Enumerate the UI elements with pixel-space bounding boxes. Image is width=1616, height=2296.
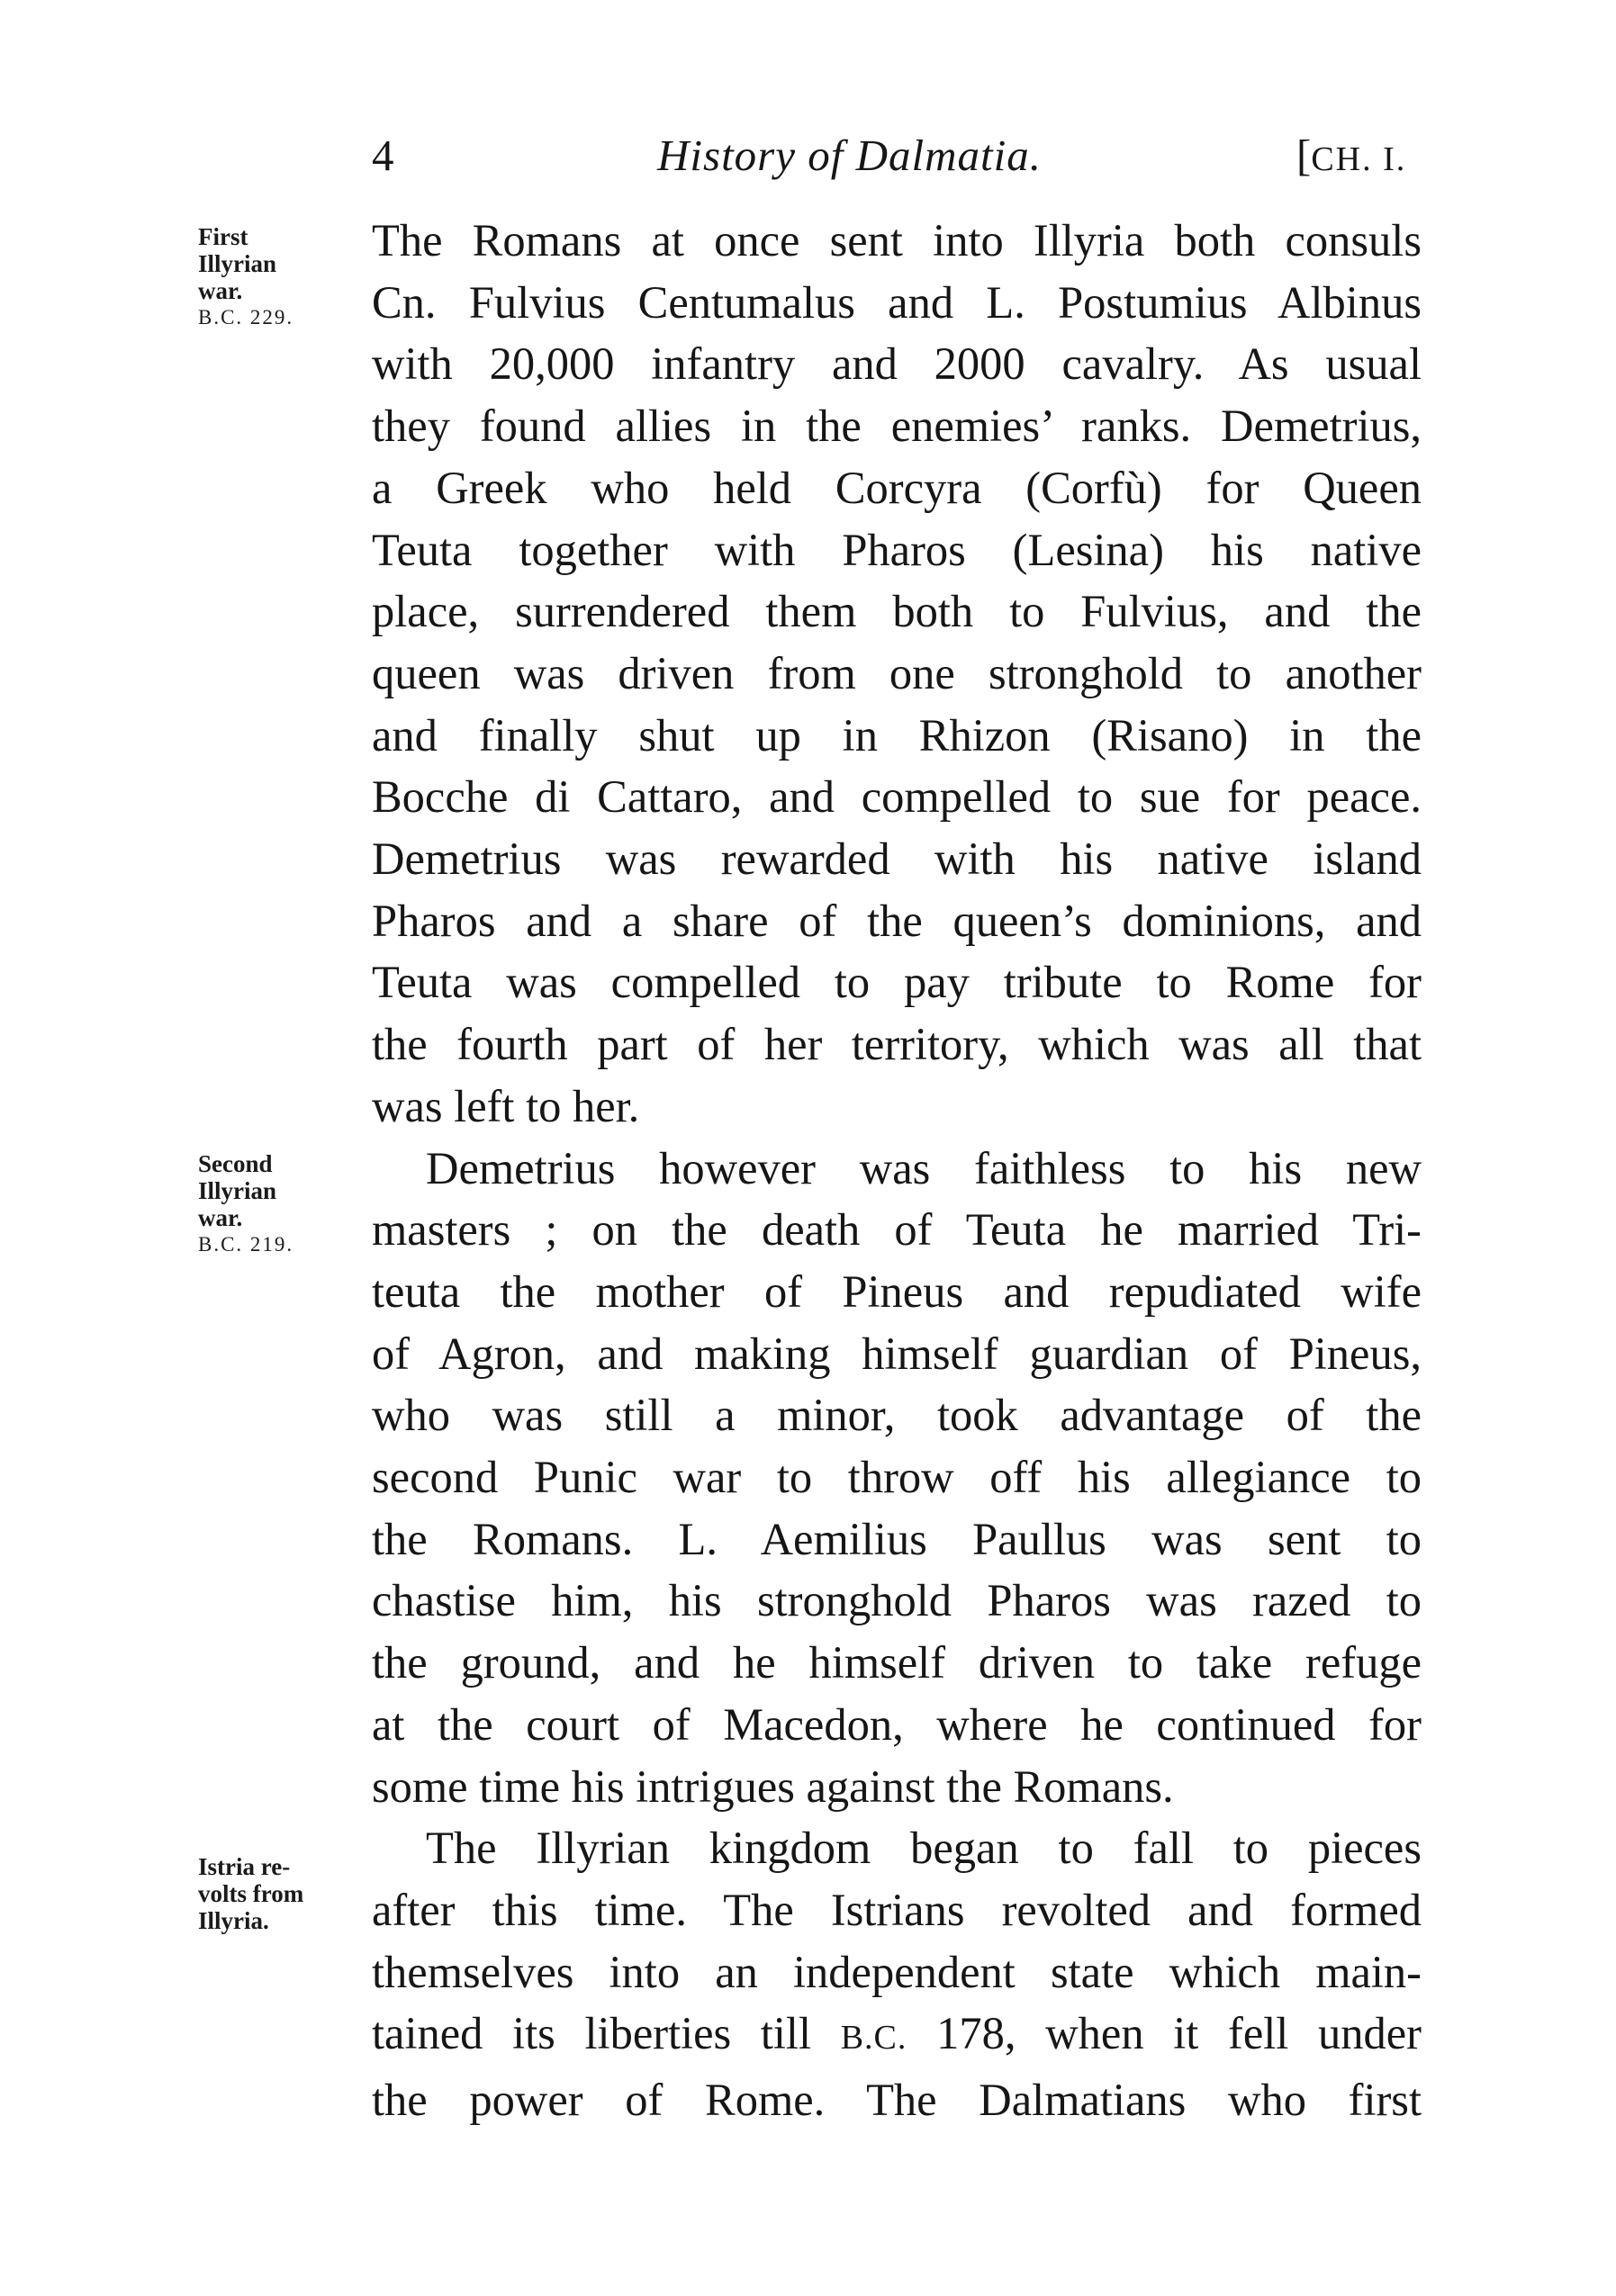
text-line: at the court of Macedon, where he continued for: [372, 1698, 1422, 1750]
margin-note-line: Second: [198, 1150, 273, 1177]
margin-note-date: B.C. 219.: [198, 1233, 294, 1256]
text-line: Bocche di Cattaro, and compelled to sue for peace.: [372, 771, 1422, 823]
text-line: the ground, and he himself driven to take refuge: [372, 1637, 1422, 1688]
paragraph-2: [372, 1138, 1422, 1818]
text-line: after this time. The Istrians revolted and formed: [372, 1884, 1422, 1935]
margin-note-line: First: [198, 223, 248, 250]
margin-note-line: Istria re-: [198, 1853, 291, 1880]
paragraph-3: [372, 1817, 1422, 2131]
text-line: the power of Rome. The Dalmatians who first: [372, 2075, 1422, 2126]
running-title: History of Dalmatia.: [657, 131, 1042, 180]
text-line: [372, 2003, 1422, 2069]
text-line: queen was driven from one stronghold to another: [372, 647, 1422, 698]
margin-note-line: volts from: [198, 1880, 304, 1907]
text-line: teuta the mother of Pineus and repudiated wife: [372, 1265, 1422, 1317]
text-segment: tained its liberties till: [372, 2008, 811, 2059]
small-caps-date: B.C.: [840, 2019, 907, 2057]
text-line: Teuta was compelled to pay tribute to Rome for: [372, 957, 1422, 1008]
margin-note-line: Illyrian: [198, 250, 277, 277]
text-line: Teuta together with Pharos (Lesina) his native: [372, 524, 1422, 575]
text-line: who was still a minor, took advantage of the: [372, 1390, 1422, 1441]
text-line: of Agron, and making himself guardian of Pineus,: [372, 1328, 1422, 1379]
text-line: Pharos and a share of the queen’s dominions, and: [372, 895, 1422, 946]
text-line: a Greek who held Corcyra (Corfù) for Queen: [372, 462, 1422, 513]
text-line: The Illyrian kingdom began to fall to pieces: [426, 1823, 1422, 1874]
margin-note-line: war.: [198, 1204, 243, 1231]
text-line: second Punic war to throw off his allegiance to: [372, 1452, 1422, 1503]
chapter-ref-bracket: [: [1296, 131, 1312, 180]
text-line: the fourth part of her territory, which was all that: [372, 1019, 1422, 1070]
body-text: [372, 210, 1422, 2131]
margin-note-istria-revolts: [198, 1853, 351, 1934]
margin-note-first-illyrian-war: [198, 223, 351, 331]
margin-note-second-illyrian-war: [198, 1150, 351, 1258]
margin-note-line: war.: [198, 277, 243, 304]
page-number: 4: [372, 131, 394, 180]
chapter-reference: [1296, 115, 1406, 196]
margin-note-line: Illyrian: [198, 1177, 277, 1204]
text-line: with 20,000 infantry and 2000 cavalry. As usual: [372, 338, 1422, 390]
text-line: was left to her.: [372, 1080, 640, 1131]
text-line: Demetrius was rewarded with his native island: [372, 833, 1422, 885]
paragraph-1: [372, 210, 1422, 1138]
text-line: place, surrendered them both to Fulvius, and the: [372, 586, 1422, 637]
text-line: and finally shut up in Rhizon (Risano) in the: [372, 709, 1422, 761]
margin-note-line: Illyria.: [198, 1907, 269, 1934]
text-line: themselves into an independent state which main-: [372, 1946, 1422, 1997]
margin-note-date: B.C. 229.: [198, 306, 294, 329]
text-line: masters ; on the death of Teuta he married Tri-: [372, 1204, 1422, 1256]
text-line: Demetrius however was faithless to his new: [426, 1142, 1422, 1193]
text-line: Cn. Fulvius Centumalus and L. Postumius Albinus: [372, 276, 1422, 328]
text-line: the Romans. L. Aemilius Paullus was sent to: [372, 1513, 1422, 1564]
text-line: The Romans at once sent into Illyria both consuls: [372, 215, 1422, 266]
text-line: some time his intrigues against the Romans.: [372, 1760, 1174, 1812]
text-segment: 178, when it fell under: [936, 2008, 1422, 2059]
text-line: they found allies in the enemies’ ranks. Demetrius,: [372, 401, 1422, 452]
text-line: chastise him, his stronghold Pharos was razed to: [372, 1575, 1422, 1626]
chapter-ref-label: CH. I.: [1311, 140, 1407, 178]
